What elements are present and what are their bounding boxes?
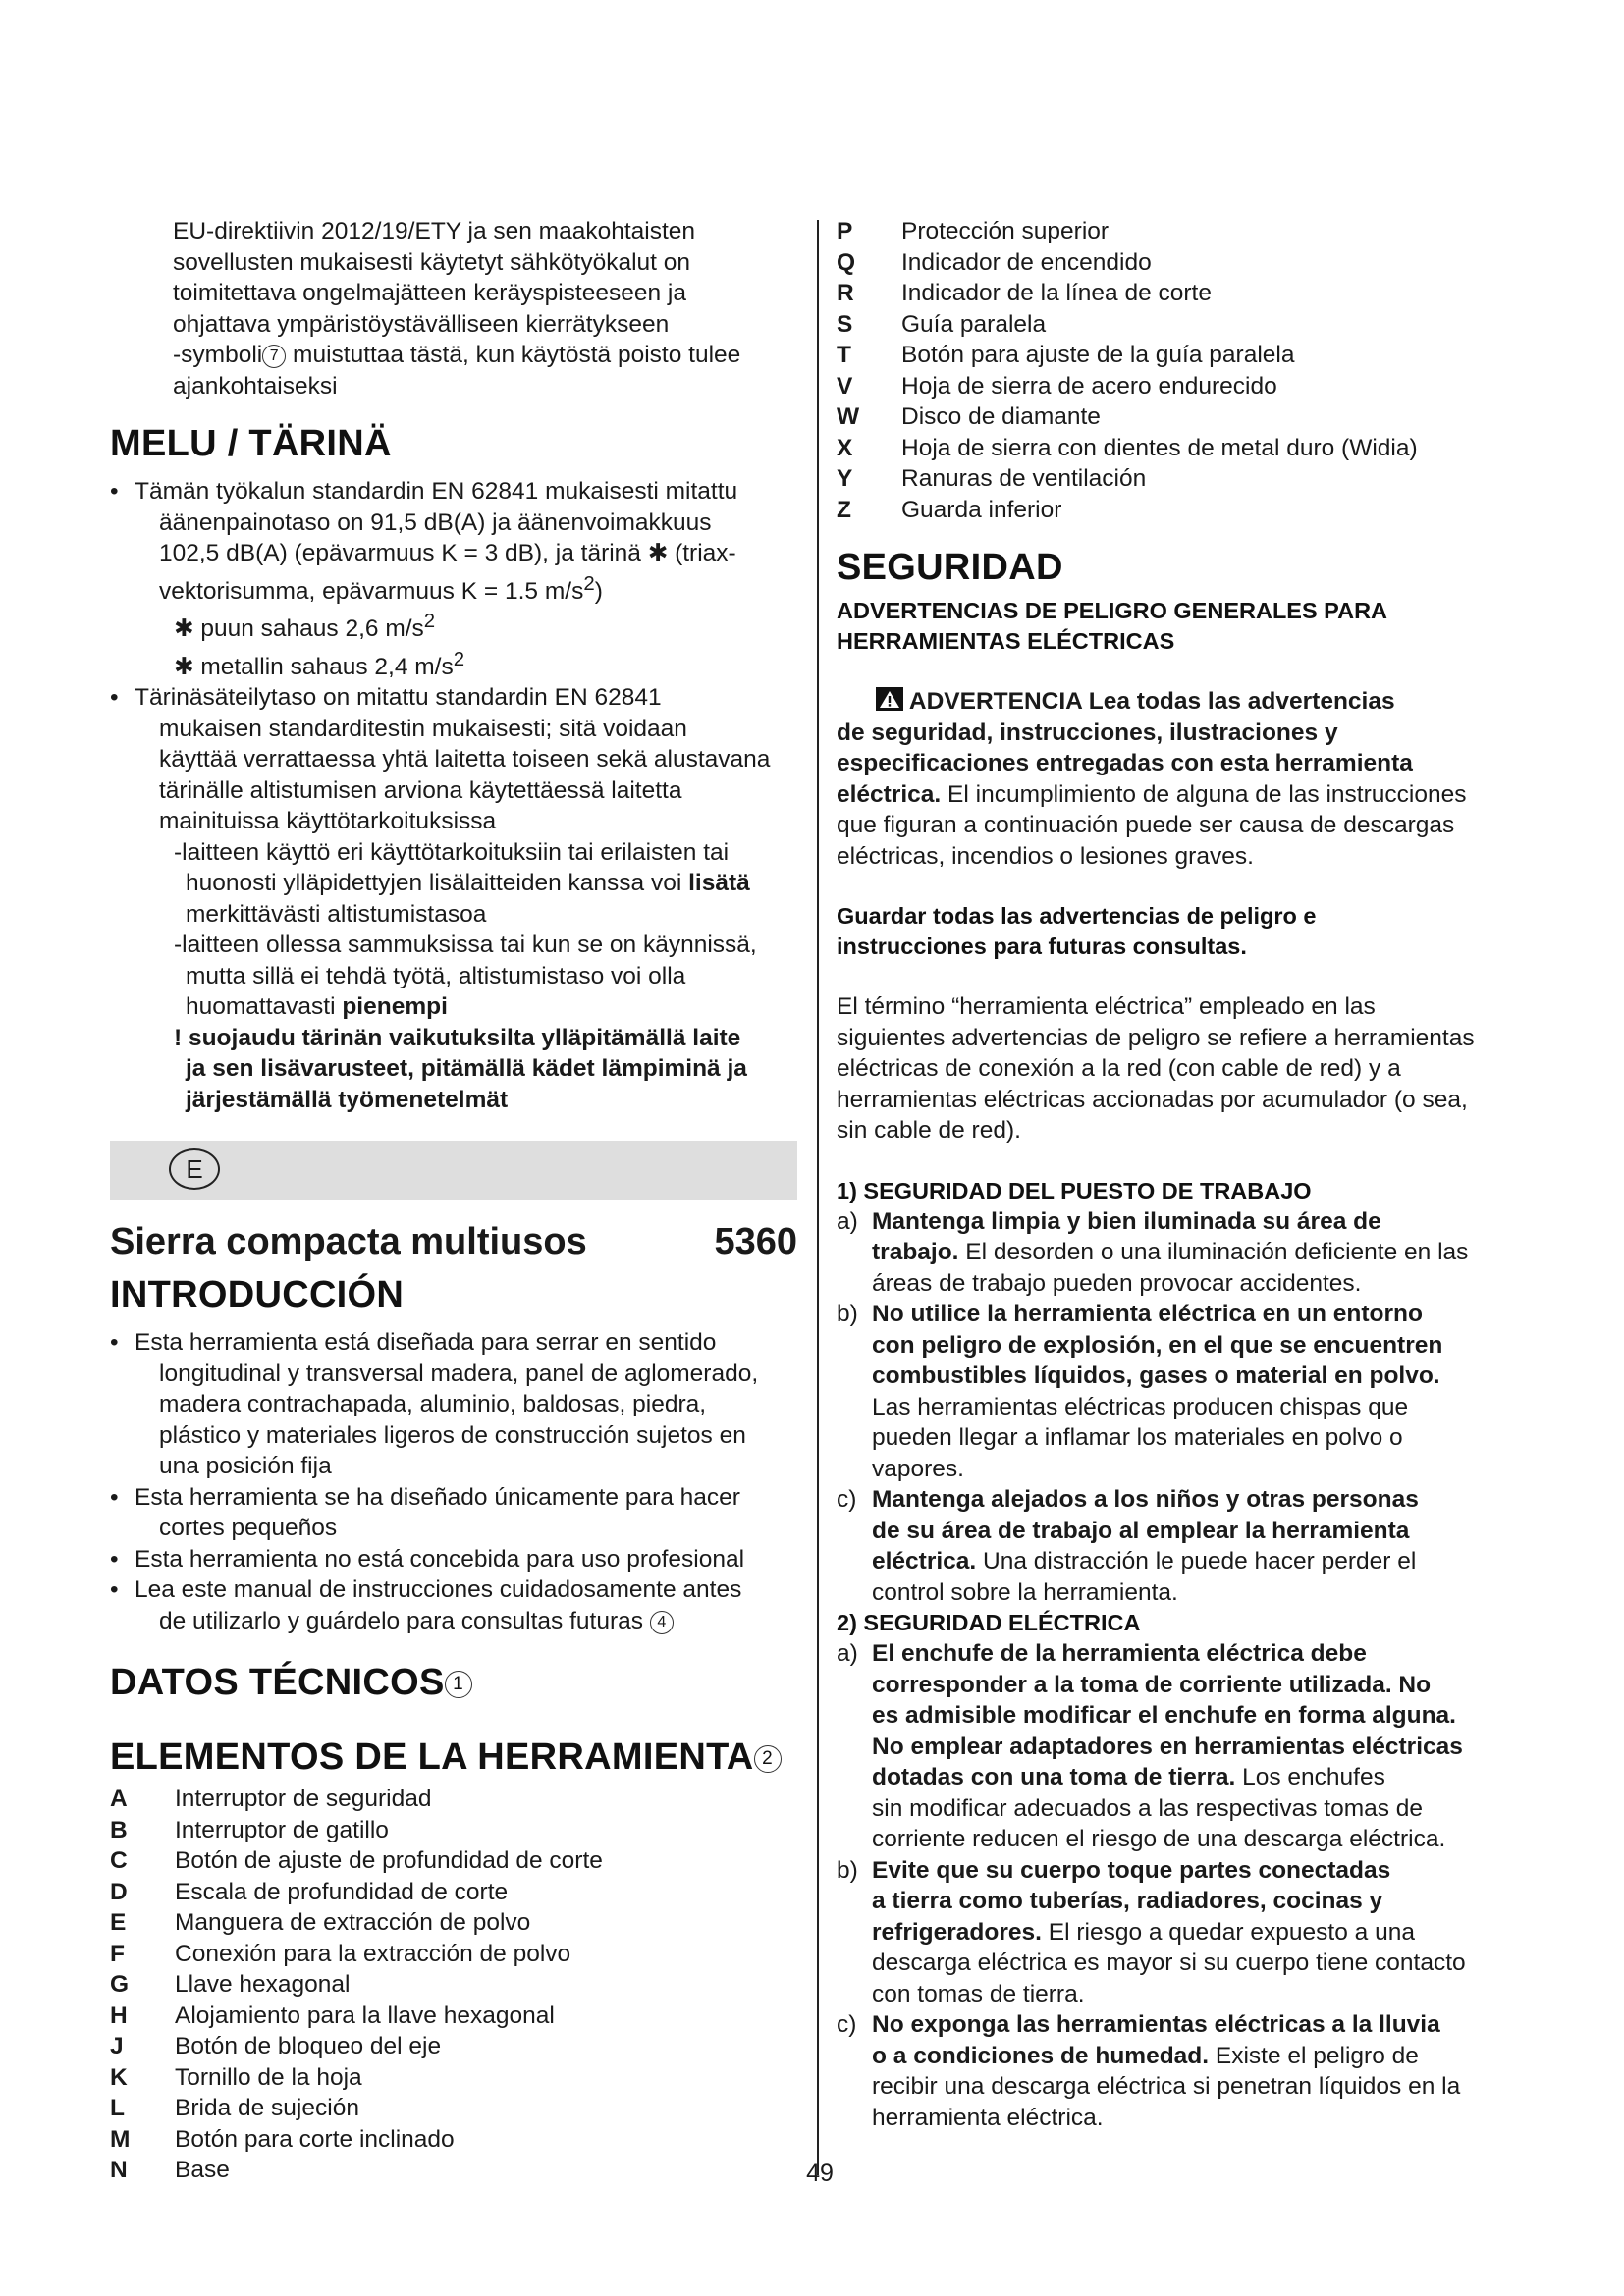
safety-item-2c: c) No exponga las herramientas eléctricas a la lluvia o a condiciones de humedad. Existe el peligro de recibir una descarga eléctrica si penetran líquidos en la herramienta eléctrica. bbox=[837, 2011, 1461, 2131]
weee-line: toimitettava ongelmajätteen keräyspisteeseen ja bbox=[173, 280, 686, 306]
part-row: V Hoja de sierra de acero endurecido bbox=[837, 372, 1277, 400]
section-heading-melu: MELU / TÄRINÄ bbox=[110, 423, 392, 464]
safety-item-1a: a) Mantenga limpia y bien iluminada su área de trabajo. El desorden o una iluminación deficiente en las áreas de trabajo pueden provocar accidentes. bbox=[837, 1207, 1469, 1297]
guardar-paragraph: Guardar todas las advertencias de peligro e instrucciones para futuras consultas. bbox=[837, 903, 1317, 959]
product-name: Sierra compacta multiusos bbox=[110, 1221, 587, 1263]
part-row: G Llave hexagonal bbox=[110, 1971, 351, 1999]
part-row: J Botón de bloqueo del eje bbox=[110, 2033, 442, 2060]
part-row: D Escala de profundidad de corte bbox=[110, 1878, 509, 1905]
product-title bbox=[110, 1219, 797, 1264]
page-number: 49 bbox=[806, 2160, 834, 2187]
asterisk-icon: ✱ bbox=[647, 540, 669, 566]
melu-list bbox=[110, 476, 797, 1115]
safety-item-1b: b) No utilice la herramienta eléctrica en un entorno con peligro de explosión, en el que se encuentren combustibles líquidos, gases o material en polvo. Las herramientas eléctricas producen chispas que pueden llegar a inflamar los materiales en polvo o vapores. bbox=[837, 1301, 1443, 1482]
parts-list-left bbox=[110, 1784, 797, 2186]
part-row: F Conexión para la extracción de polvo bbox=[110, 1940, 571, 1967]
melu-bullet-2: • Tärinäsäteilytaso on mitattu standardin EN 62841 mukaisen standarditestin mukaisesti; sitä voidaan käyttää verrattaessa yhtä laitetta toiseen sekä alustavana tärinälle altistumisen arviona käytettäessä laitetta mainituissa käyttötarkoituksissa -laitteen käyttö eri käyttötarkoituksiin tai erilaisten tai huonosti ylläpidettyjen lisälaitteiden kanssa voi lisätä merkittävästi altistumistasoa -laitteen ollessa sammuksissa tai kun se on käynnissä, mutta sillä ei tehdä työtä, altistumistaso voi olla huomattavasti pienempi ! suojaudu tärinän vaikutuksilta ylläpitämällä laite ja sen lisävarusteet, pitämällä kädet lämpiminä ja järjestämällä työmenetelmät bbox=[110, 682, 797, 1115]
melu-bullet-1: • Tämän työkalun standardin EN 62841 mukaisesti mitattu äänenpainotaso on 91,5 dB(A) ja äänenvoimakkuus 102,5 dB(A) (epävarmuus K = 3 dB), ja tärinä ✱ (triax- vektorisumma, epävarmuus K = 1.5 $m/s^2$) ✱ puun sahaus 2,6 $m/s^2$ ✱ metallin sahaus 2,4 $m/s^2$ bbox=[110, 476, 797, 682]
part-row: T Botón para ajuste de la guía paralela bbox=[837, 342, 1295, 368]
part-row: M Botón para corte inclinado bbox=[110, 2125, 455, 2153]
part-row: A Interruptor de seguridad bbox=[110, 1786, 432, 1813]
section-heading-datos: DATOS TÉCNICOS 1 bbox=[110, 1660, 797, 1705]
part-row: Q Indicador de encendido bbox=[837, 248, 1152, 276]
intro-bullet-3: • Esta herramienta no está concebida para uso profesional bbox=[110, 1544, 797, 1575]
section-heading-seguridad: SEGURIDAD bbox=[837, 547, 1063, 588]
safety-item-2a: a) El enchufe de la herramienta eléctrica debe corresponder a la toma de corriente utilizada. No es admisible modificar el enchufe en forma alguna. No emplear adaptadores en herramientas eléctricas dotadas con una toma de tierra. Los enchufes sin modificar adecuados a las respectivas tomas de corriente reducen el riesgo de una descarga eléctrica. bbox=[837, 1640, 1463, 1852]
figure-ref-circle: 7 bbox=[262, 345, 286, 368]
weee-line: sovellusten mukaisesti käytetyt sähkötyökalut on bbox=[173, 248, 691, 276]
part-row: H Alojamiento para la llave hexagonal bbox=[110, 2002, 555, 2029]
section-2-heading: 2) SEGURIDAD ELÉCTRICA bbox=[837, 1610, 1141, 1635]
weee-line: EU-direktiivin 2012/19/ETY ja sen maakohtaisten bbox=[173, 218, 696, 244]
weee-line: -symboli 7 muistuttaa tästä, kun käytöstä poisto tulee bbox=[173, 342, 741, 368]
intro-bullet-1: • Esta herramienta está diseñada para serrar en sentido longitudinal y transversal madera, panel de aglomerado, madera contrachapada, aluminio, baldosas, piedra, plástico y materiales ligeros de construcción sujetos en una posición fija bbox=[110, 1327, 797, 1482]
figure-ref-circle: 4 bbox=[650, 1611, 674, 1634]
part-row: E Manguera de extracción de polvo bbox=[110, 1909, 531, 1937]
parts-list-right bbox=[837, 216, 1524, 525]
part-row: L Brida de sujeción bbox=[110, 2095, 359, 2122]
weee-line: ajankohtaiseksi bbox=[173, 372, 338, 400]
figure-ref-circle: 1 bbox=[445, 1671, 472, 1698]
language-band bbox=[110, 1141, 797, 1200]
part-row: W Disco de diamante bbox=[837, 403, 1101, 430]
termino-paragraph: El término “herramienta eléctrica” empleado en las siguientes advertencias de peligro se refiere a herramientas eléctricas de conexión a la red (con cable de red) y a herramientas eléctricas accionadas por acumulador (o sea, sin cable de red). bbox=[837, 993, 1475, 1144]
asterisk-icon: ✱ bbox=[174, 615, 194, 643]
section-2-list bbox=[837, 1638, 1524, 2133]
part-row: S Guía paralela bbox=[837, 310, 1047, 338]
part-row: N Base bbox=[110, 2157, 230, 2184]
figure-ref-circle: 2 bbox=[754, 1745, 782, 1773]
intro-bullet-2: • Esta herramienta se ha diseñado únicamente para hacer cortes pequeños bbox=[110, 1482, 797, 1544]
column-divider bbox=[817, 220, 819, 2175]
left-column bbox=[110, 216, 797, 2186]
section-1-heading: 1) SEGURIDAD DEL PUESTO DE TRABAJO bbox=[837, 1177, 1312, 1203]
weee-paragraph bbox=[110, 216, 797, 401]
part-row: P Protección superior bbox=[837, 218, 1110, 244]
general-warnings-heading: ADVERTENCIAS DE PELIGRO GENERALES PARA HERRAMIENTAS ELÉCTRICAS bbox=[837, 598, 1388, 654]
asterisk-icon: ✱ bbox=[174, 653, 194, 680]
part-row: Y Ranuras de ventilación bbox=[837, 465, 1147, 492]
warning-triangle-icon bbox=[876, 687, 903, 711]
part-row: R Indicador de la línea de corte bbox=[837, 280, 1212, 306]
weee-line: ohjattava ympäristöystävälliseen kierrätykseen bbox=[173, 310, 670, 338]
intro-list bbox=[110, 1327, 797, 1636]
section-heading-elementos: ELEMENTOS DE LA HERRAMIENTA 2 bbox=[110, 1735, 797, 1780]
product-model: 5360 bbox=[714, 1221, 797, 1263]
part-row: K Tornillo de la hoja bbox=[110, 2063, 362, 2091]
part-row: C Botón de ajuste de profundidad de corte bbox=[110, 1847, 603, 1875]
language-badge: E bbox=[169, 1148, 220, 1190]
part-row: B Interruptor de gatillo bbox=[110, 1816, 389, 1843]
intro-bullet-4: • Lea este manual de instrucciones cuidadosamente antes de utilizarlo y guárdelo para consultas futuras 4 bbox=[110, 1575, 797, 1636]
right-column bbox=[837, 216, 1524, 2133]
safety-item-1c: c) Mantenga alejados a los niños y otras personas de su área de trabajo al emplear la herramienta eléctrica. Una distracción le puede hacer perder el control sobre la herramienta. bbox=[837, 1486, 1419, 1606]
safety-item-2b: b) Evite que su cuerpo toque partes conectadas a tierra como tuberías, radiadores, cocinas y refrigeradores. El riesgo a quedar expuesto a una descarga eléctrica es mayor si su cuerpo tiene contacto con tomas de tierra. bbox=[837, 1856, 1466, 2007]
part-row: Z Guarda inferior bbox=[837, 496, 1062, 523]
warning-paragraph: ADVERTENCIA Lea todas las advertencias de seguridad, instrucciones, ilustraciones y especificaciones entregadas con esta herramienta eléctrica. El incumplimiento de alguna de las instrucciones que figuran a continuación puede ser causa de descargas eléctricas, incendios o lesiones graves. bbox=[837, 688, 1467, 870]
part-row: X Hoja de sierra con dientes de metal duro (Widia) bbox=[837, 434, 1418, 461]
section-1-list bbox=[837, 1206, 1524, 1609]
section-heading-introduccion: INTRODUCCIÓN bbox=[110, 1274, 405, 1316]
